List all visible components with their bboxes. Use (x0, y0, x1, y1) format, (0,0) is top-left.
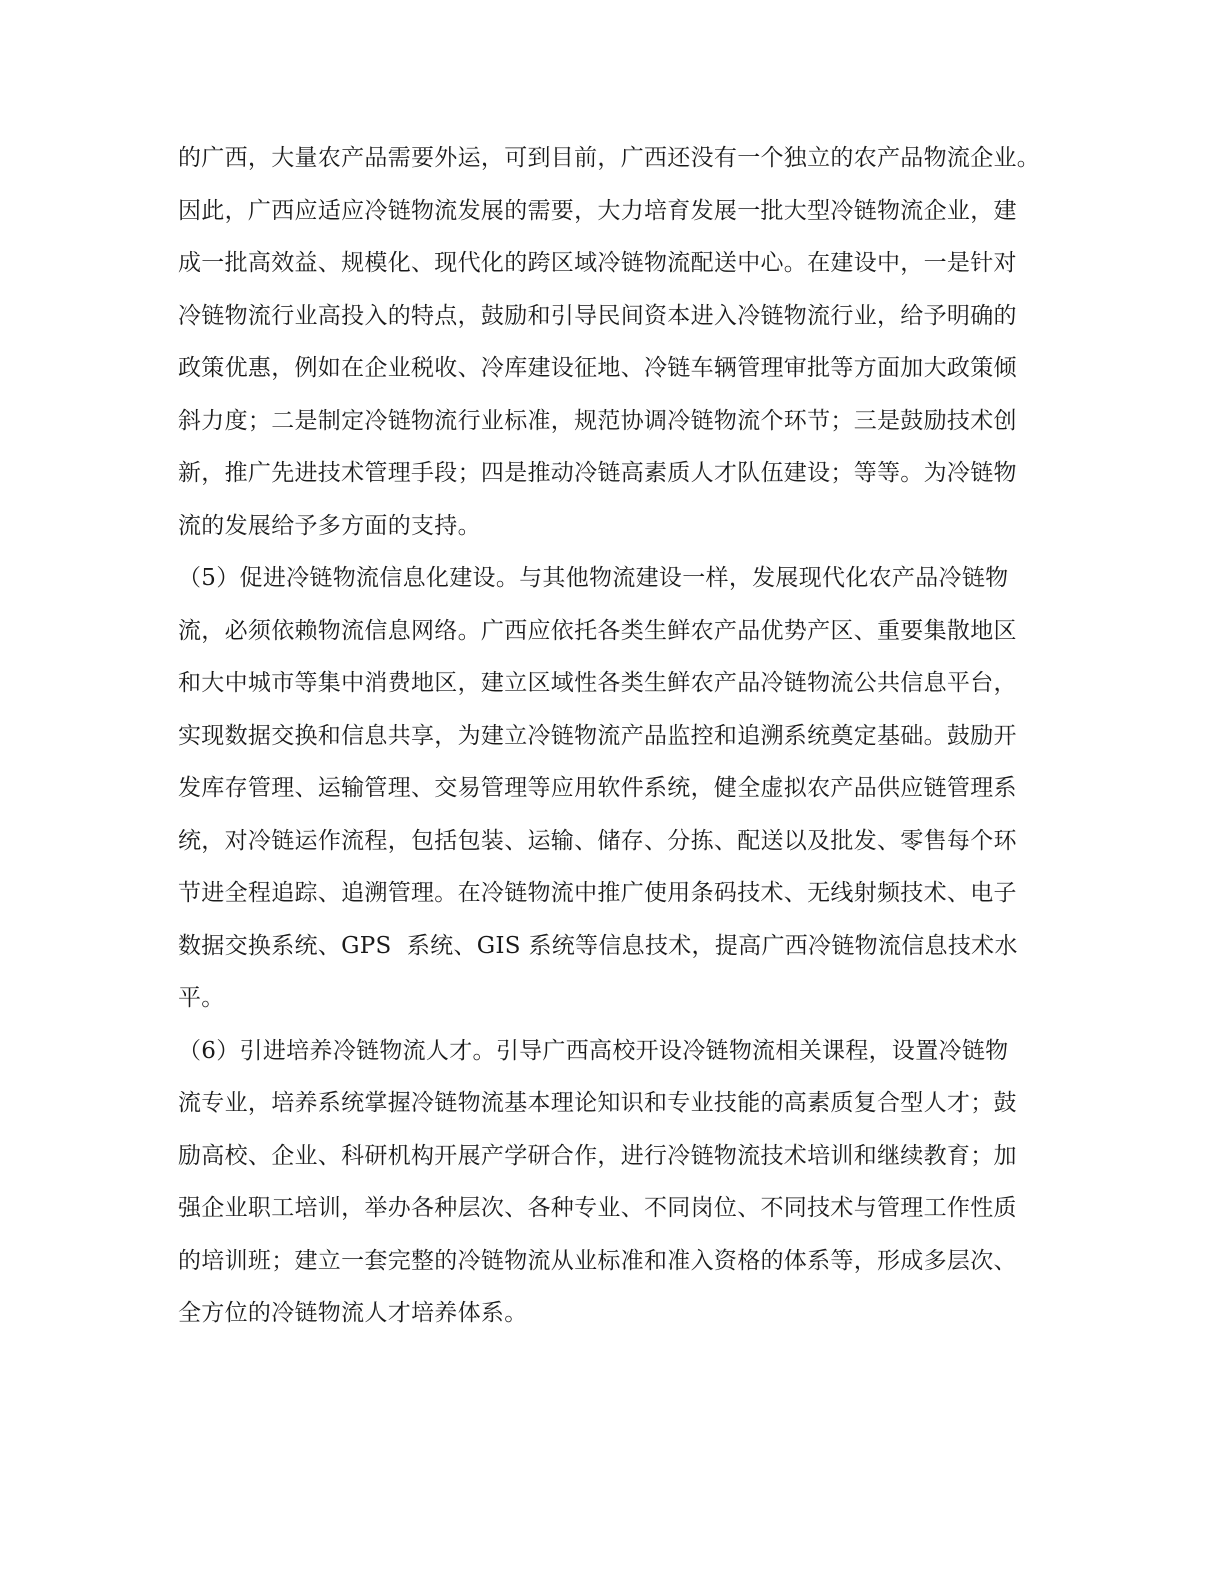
document-body (178, 138, 1048, 1346)
text-line: 实现数据交换和信息共享，为建立冷链物流产品监控和追溯系统奠定基础。鼓励开 (178, 722, 1017, 749)
section-heading-line: （6）引进培养冷链物流人才。引导广西高校开设冷链物流相关课程，设置冷链物 (178, 1037, 1009, 1064)
text-line: 和大中城市等集中消费地区，建立区域性各类生鲜农产品冷链物流公共信息平台， (178, 670, 1017, 696)
section-heading-line: （5）促进冷链物流信息化建设。与其他物流建设一样，发展现代化农产品冷链物 (178, 565, 1009, 591)
text-line: 冷链物流行业高投入的特点，鼓励和引导民间资本进入冷链物流行业，给予明确的 (178, 302, 1017, 329)
text-line: 统，对冷链运作流程，包括包装、运输、储存、分拣、配送以及批发、零售每个环 (178, 827, 1017, 854)
text-line: 励高校、企业、科研机构开展产学研合作，进行冷链物流技术培训和继续教育；加 (178, 1142, 1017, 1169)
text-line: 新，推广先进技术管理手段；四是推动冷链高素质人才队伍建设；等等。为冷链物 (178, 460, 1017, 486)
text-line: 平。 (178, 985, 225, 1011)
text-line: 斜力度；二是制定冷链物流行业标准，规范协调冷链物流个环节；三是鼓励技术创 (178, 407, 1017, 434)
text-line: 数据交换系统、GPS 系统、GIS 系统等信息技术，提高广西冷链物流信息技术水 (178, 932, 1018, 959)
text-line: 强企业职工培训，举办各种层次、各种专业、不同岗位、不同技术与管理工作性质 (178, 1195, 1017, 1221)
text-line: 流专业，培养系统掌握冷链物流基本理论知识和专业技能的高素质复合型人才；鼓 (178, 1090, 1017, 1116)
text-line: 全方位的冷链物流人才培养体系。 (178, 1300, 528, 1326)
text-line: 政策优惠，例如在企业税收、冷库建设征地、冷链车辆管理审批等方面加大政策倾 (178, 355, 1017, 381)
text-line: 流，必须依赖物流信息网络。广西应依托各类生鲜农产品优势产区、重要集散地区 (178, 617, 1017, 644)
text-line: 成一批高效益、规模化、现代化的跨区域冷链物流配送中心。在建设中，一是针对 (178, 250, 1017, 276)
text-line: 发库存管理、运输管理、交易管理等应用软件系统，健全虚拟农产品供应链管理系 (178, 775, 1017, 801)
text-line: 的培训班；建立一套完整的冷链物流从业标准和准入资格的体系等，形成多层次、 (178, 1247, 1017, 1274)
text-line: 的广西，大量农产品需要外运，可到目前，广西还没有一个独立的农产品物流企业。 (178, 145, 1041, 171)
text-line: 因此，广西应适应冷链物流发展的需要，大力培育发展一批大型冷链物流企业，建 (178, 197, 1017, 224)
text-line: 流的发展给予多方面的支持。 (178, 512, 481, 539)
text-line: 节进全程追踪、追溯管理。在冷链物流中推广使用条码技术、无线射频技术、电子 (178, 880, 1017, 906)
